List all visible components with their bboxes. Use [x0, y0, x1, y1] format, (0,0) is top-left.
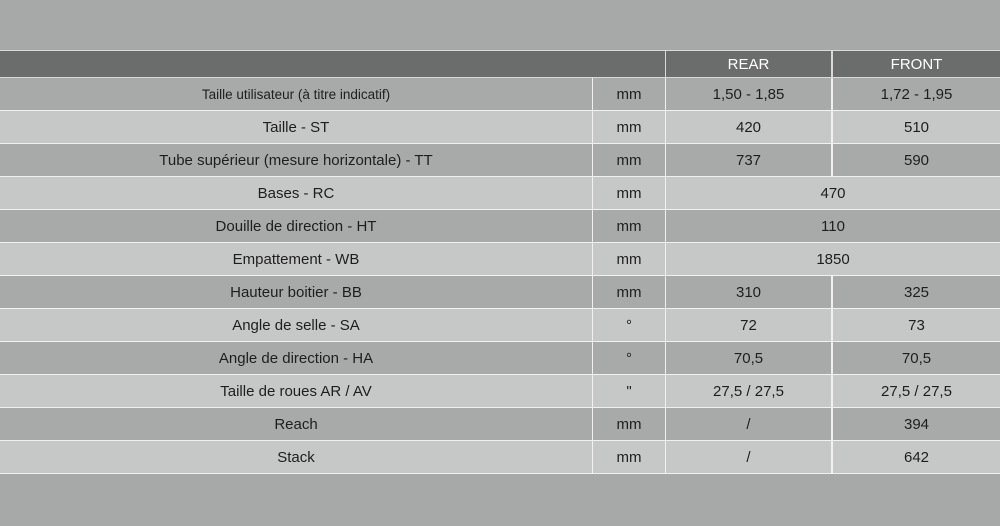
front-value: 590 — [833, 144, 1000, 177]
front-value: 394 — [833, 408, 1000, 441]
row-unit: mm — [593, 210, 666, 243]
rear-value: 737 — [666, 144, 833, 177]
rear-value: 72 — [666, 309, 833, 342]
table-row — [0, 309, 1000, 342]
rear-value: 70,5 — [666, 342, 833, 375]
table-row — [0, 408, 1000, 441]
row-label: Taille de roues AR / AV — [0, 375, 593, 408]
row-label: Taille utilisateur (à titre indicatif) — [0, 78, 593, 111]
row-unit: mm — [593, 111, 666, 144]
front-value: 70,5 — [833, 342, 1000, 375]
table-row — [0, 111, 1000, 144]
row-unit: ° — [593, 309, 666, 342]
table-row — [0, 375, 1000, 408]
front-value: 1,72 - 1,95 — [833, 78, 1000, 111]
row-unit: mm — [593, 144, 666, 177]
row-label: Angle de direction - HA — [0, 342, 593, 375]
rear-value: / — [666, 408, 833, 441]
row-unit: mm — [593, 177, 666, 210]
rear-value: 420 — [666, 111, 833, 144]
row-unit: mm — [593, 276, 666, 309]
row-label: Tube supérieur (mesure horizontale) - TT — [0, 144, 593, 177]
row-unit: ° — [593, 342, 666, 375]
row-label: Douille de direction - HT — [0, 210, 593, 243]
row-label: Bases - RC — [0, 177, 593, 210]
front-value: 27,5 / 27,5 — [833, 375, 1000, 408]
row-unit: " — [593, 375, 666, 408]
table-row — [0, 177, 1000, 210]
table-row — [0, 243, 1000, 276]
table-row — [0, 441, 1000, 474]
row-label: Taille - ST — [0, 111, 593, 144]
table-row — [0, 342, 1000, 375]
table-row — [0, 144, 1000, 177]
table-header-row — [0, 50, 1000, 78]
row-unit: mm — [593, 441, 666, 474]
table-row — [0, 78, 1000, 111]
row-unit: mm — [593, 243, 666, 276]
rear-value: / — [666, 441, 833, 474]
table-row — [0, 276, 1000, 309]
front-value: 642 — [833, 441, 1000, 474]
row-unit: mm — [593, 78, 666, 111]
front-value: 325 — [833, 276, 1000, 309]
rear-value: 310 — [666, 276, 833, 309]
shared-value: 1850 — [666, 243, 1000, 276]
row-label: Empattement - WB — [0, 243, 593, 276]
front-value: 73 — [833, 309, 1000, 342]
row-unit: mm — [593, 408, 666, 441]
row-label: Hauteur boitier - BB — [0, 276, 593, 309]
header-blank-cell — [0, 50, 666, 78]
front-value: 510 — [833, 111, 1000, 144]
shared-value: 110 — [666, 210, 1000, 243]
table-row — [0, 210, 1000, 243]
column-header-rear: REAR — [666, 50, 833, 78]
geometry-table — [0, 50, 1000, 474]
rear-value: 1,50 - 1,85 — [666, 78, 833, 111]
row-label: Stack — [0, 441, 593, 474]
row-label: Angle de selle - SA — [0, 309, 593, 342]
rear-value: 27,5 / 27,5 — [666, 375, 833, 408]
shared-value: 470 — [666, 177, 1000, 210]
row-label: Reach — [0, 408, 593, 441]
column-header-front: FRONT — [833, 50, 1000, 78]
